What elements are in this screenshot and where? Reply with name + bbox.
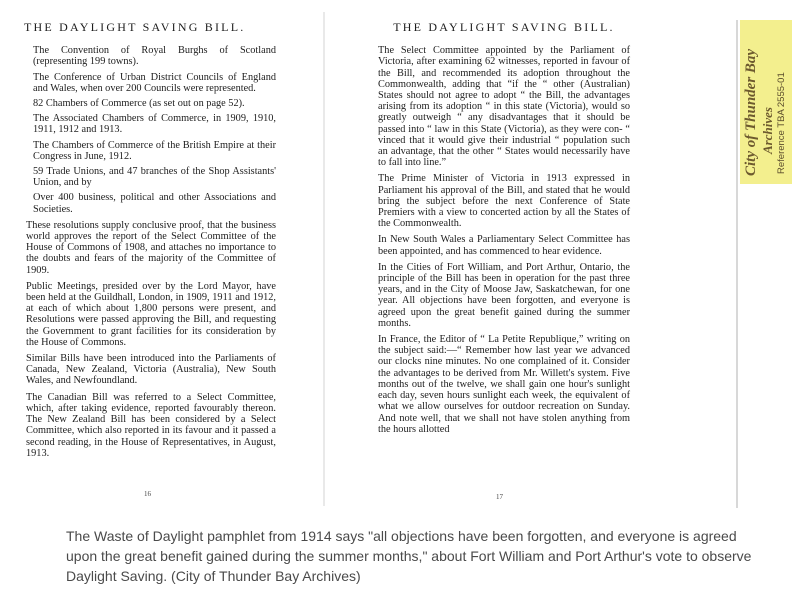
- left-page-number: 16: [144, 490, 151, 498]
- list-item: 59 Trade Unions, and 47 branches of the Shop Assistants' Union, and by: [33, 166, 276, 189]
- left-page: [26, 18, 276, 508]
- list-item: The Chambers of Commerce of the British Empire at their Congress in June, 1912.: [33, 139, 276, 162]
- archive-stamp-text: [740, 20, 792, 184]
- paragraph: In the Cities of Fort William, and Port Arthur, Ontario, the principle of the Bill has been in operation for the past three years, and in the City of Moose Jaw, Saskatchewan, for one year. All objections have been forgotten, and everyone is agreed upon the great benefit gained during the summer months.: [378, 261, 630, 329]
- list-item: The Convention of Royal Burghs of Scotland (representing 199 towns).: [33, 45, 276, 68]
- image-caption: The Waste of Daylight pamphlet from 1914 says "all objections have been forgotten, and everyone is agreed upon the great benefit gained during the summer months," about Fort William and Port Arthur's vote to observe Daylight Saving. (City of Thunder Bay Archives): [66, 528, 752, 584]
- paragraph: The Select Committee appointed by the Parliament of Victoria, after examining 62 witnesses, reported in favour of the Bill, and recommended its adoption throughout the Commonwealth, adding that “if the “ other (Australian) States should not agree to adopt “ the Bill, the advantages arising from its adoption “ in this state (Victoria), would so greatly outweigh “ any disadvantages that it should be passed into “ law in this State (Victoria), as they were con- “ vinced that it would give their industrial “ population such an advantage, that the other “ States would necessarily have to fall into line.”: [378, 45, 630, 169]
- paragraph: Public Meetings, presided over by the Lord Mayor, have been held at the Guildhall, London, in 1909, 1911 and 1912, at each of which about 1,800 persons were present, and Resolutions were passed approving the Bill, and requesting the Government to grant facilities for its consideration by the House of Commons.: [26, 280, 276, 348]
- archive-stamp: [740, 20, 792, 184]
- paragraph: Similar Bills have been introduced into the Parliaments of Canada, New Zealand, Victoria (Australia), New South Wales, and Newfoundland.: [26, 353, 276, 387]
- stamp-strip-edge: [736, 20, 738, 508]
- right-page-header: THE DAYLIGHT SAVING BILL.: [393, 20, 615, 34]
- right-page: [378, 18, 630, 508]
- list-item: The Conference of Urban District Councils of England and Wales, when over 200 Councils were represented.: [33, 71, 276, 94]
- page-gutter: [323, 12, 325, 506]
- paragraph: In France, the Editor of “ La Petite Republique,” writing on the subject said:—“ Remember how last year we advanced our clocks nine minutes. No one complained of it. Consider the advantages to be derived from Mr. Willett's system. Five months out of the twelve, we shall gain one hour's sunlight each day, seven hours sunlight each week, the equivalent of what we allow ourselves for outdoor recreation on Sunday. And note well, that we shall not have stolen anything from the hours allotted: [378, 334, 630, 435]
- paragraph: The Canadian Bill was referred to a Select Committee, which, after taking evidence, reported favourably thereon. The New Zealand Bill has been considered by a Select Committee, which also reported in its favour and it passed a second reading, in the House of Representatives, in August, 1913.: [26, 391, 276, 459]
- right-page-number: 17: [496, 493, 503, 501]
- archive-stamp-reference: Reference TBA 2555-01: [776, 72, 787, 174]
- paragraph: In New South Wales a Parliamentary Select Committee has been appointed, and has commenced to hear evidence.: [378, 234, 630, 257]
- list-item: 82 Chambers of Commerce (as set out on page 52).: [33, 98, 245, 110]
- list-item: Over 400 business, political and other Associations and Societies.: [33, 192, 276, 215]
- archive-stamp-archives: Archives: [760, 107, 775, 154]
- left-page-header: THE DAYLIGHT SAVING BILL.: [24, 20, 246, 34]
- paragraph: These resolutions supply conclusive proof, that the business world approves the report of the Select Committee of the House of Commons of 1908, and attaches no importance to the doubts and fears of the majority of the Committee of 1909.: [26, 219, 276, 276]
- archive-stamp-name: City of Thunder Bay: [743, 48, 759, 176]
- paragraph: The Prime Minister of Victoria in 1913 expressed in Parliament his approval of the Bill, and stated that he would bring the subject before the next Conference of State Premiers with a view to concerted action by all the States of the Commonwealth.: [378, 173, 630, 230]
- list-item: The Associated Chambers of Commerce, in 1909, 1910, 1911, 1912 and 1913.: [33, 113, 276, 136]
